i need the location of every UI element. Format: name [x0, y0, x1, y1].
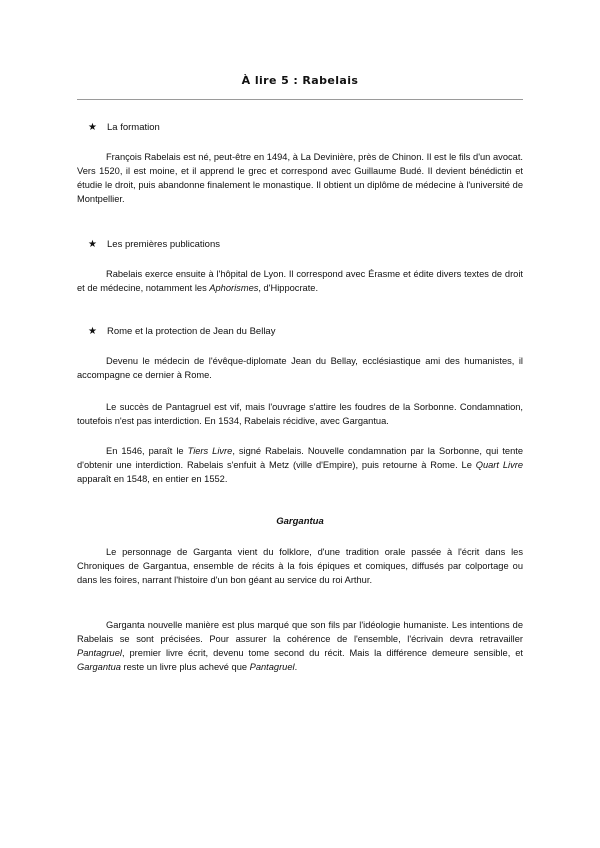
paragraph-text: Rabelais exerce ensuite à l'hôpital de Lyon. Il correspond avec Érasme et édite divers textes de droit et de médecine, notamment les Aphorismes, d'Hippocrate. [77, 269, 523, 293]
paragraph-formation [77, 150, 523, 206]
heading-label: Rome et la protection de Jean du Bellay [107, 326, 276, 337]
paragraph-text: Garganta nouvelle manière est plus marqué que son fils par l'idéologie humaniste. Les intentions de Rabelais se sont précisées. Pour assurer la cohérence de l'ensemble, l'écrivain devra retravailler Pantagruel, premier livre écrit, devenu tome second du récit. Mais la différence demeure sensible, et Gargantua reste un livre plus achevé que Pantagruel. [77, 620, 523, 672]
paragraph-text: Le succès de Pantagruel est vif, mais l'ouvrage s'attire les foudres de la Sorbonne. Condamnation, toutefois n'est pas interdiction. En 1534, Rabelais récidive, avec Gargantua. [77, 402, 523, 426]
star-icon: ★ [88, 326, 97, 337]
paragraph-rome-2 [77, 400, 523, 428]
paragraph-gargantua-1 [77, 545, 523, 587]
paragraph-text: François Rabelais est né, peut-être en 1494, à La Devinière, près de Chinon. Il est le fils d'un avocat. Vers 1520, il est moine, et il apprend le grec et correspond avec Guillaume Budé. Il devient bénédictin et étudie le droit, puis abandonne finalement le monastique. Il obtient un diplôme de médecine à l'université de Montpellier. [77, 152, 523, 204]
star-icon: ★ [88, 122, 97, 133]
page-title: À lire 5 : Rabelais [241, 74, 359, 87]
star-icon: ★ [88, 239, 97, 250]
paragraph-rome-1 [77, 354, 523, 382]
heading-la-formation [88, 122, 160, 133]
section-title-gargantua: Gargantua [276, 516, 324, 527]
paragraph-text: En 1546, paraît le Tiers Livre, signé Rabelais. Nouvelle condamnation par la Sorbonne, qui tente d'obtenir une interdiction. Rabelais s'enfuit à Metz (ville d'Empire), puis retourne à Rome. Le Quart Livre apparaît en 1548, en entier en 1552. [77, 446, 523, 484]
heading-label: La formation [107, 122, 160, 133]
paragraph-rome-3 [77, 444, 523, 486]
heading-rome [88, 326, 275, 337]
paragraph-text: Devenu le médecin de l'évêque-diplomate Jean du Bellay, ecclésiastique ami des humanistes, il accompagne ce dernier à Rome. [77, 356, 523, 380]
paragraph-gargantua-2 [77, 618, 523, 674]
heading-premieres-publications [88, 239, 220, 250]
paragraph-text: Le personnage de Garganta vient du folklore, d'une tradition orale passée à l'écrit dans les Chroniques de Gargantua, ensemble de récits à la fois épiques et comiques, diffusés par colportage ou dans les foires, narrant l'histoire d'un bon géant au service du roi Arthur. [77, 547, 523, 585]
paragraph-publications [77, 267, 523, 295]
heading-label: Les premières publications [107, 239, 221, 250]
title-rule [77, 99, 523, 100]
